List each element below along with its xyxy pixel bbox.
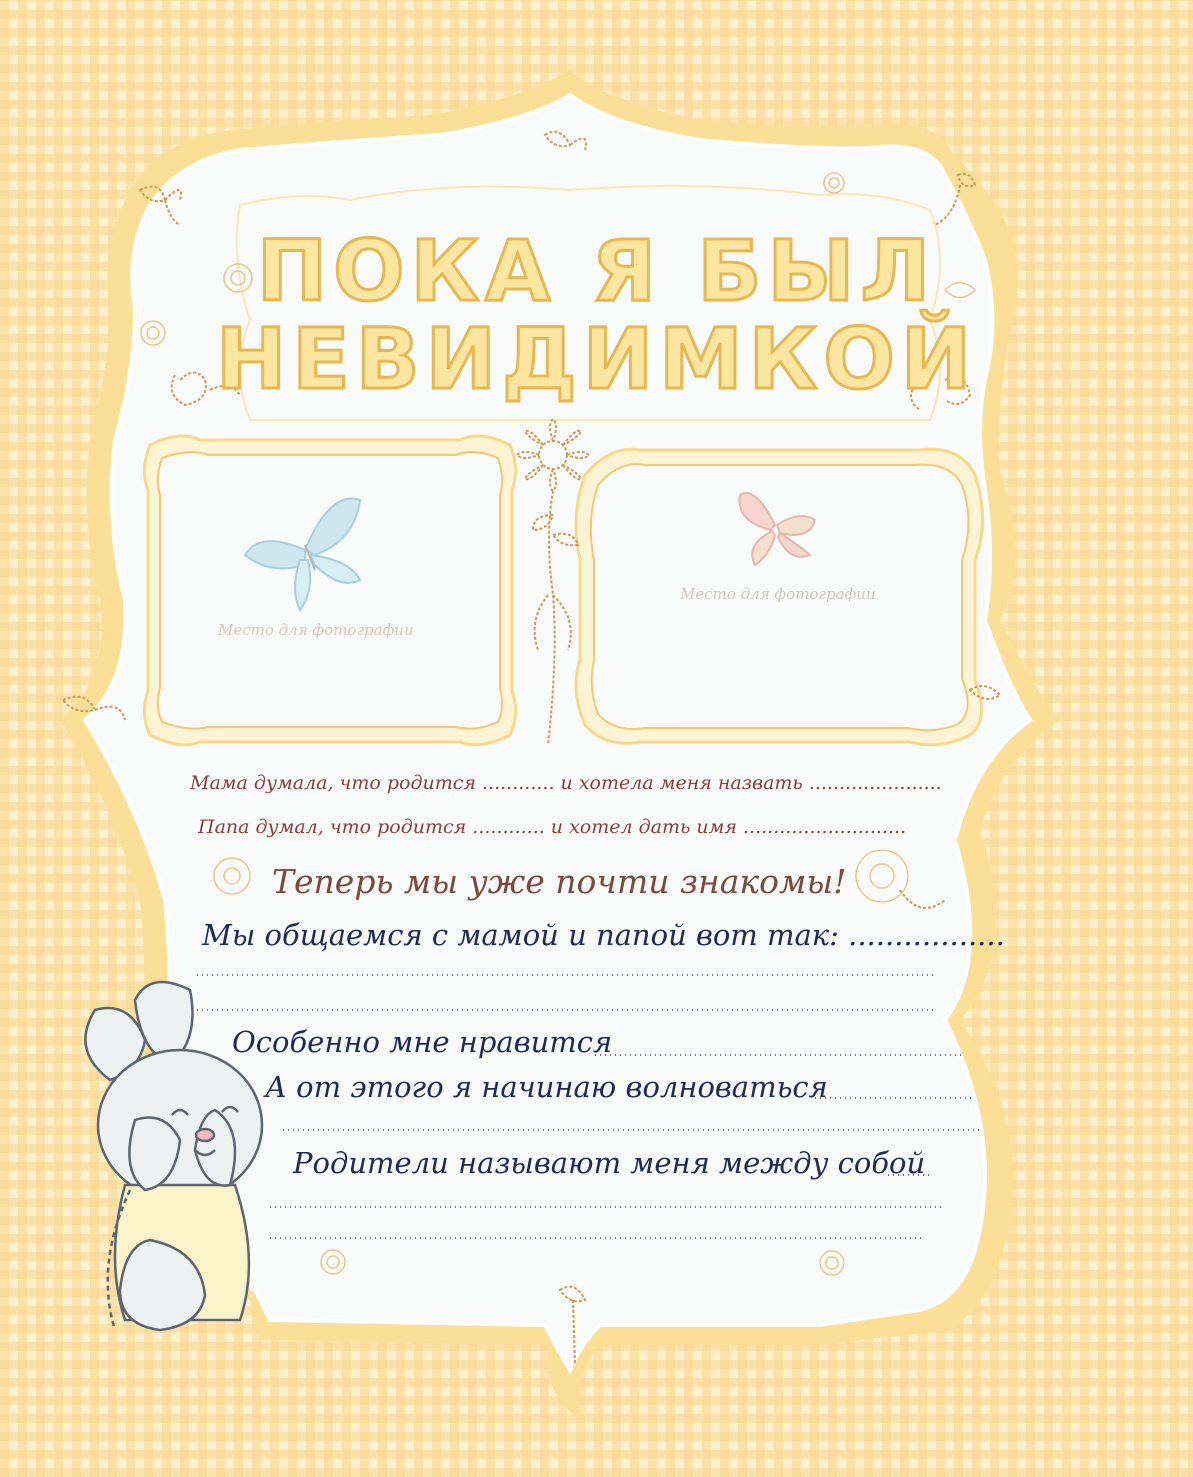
headline-almost-acquainted: Теперь мы уже почти знакомы! bbox=[272, 862, 847, 901]
parents-call-line: Родители называют меня между собой bbox=[293, 1146, 926, 1180]
left-photo-frame-inner bbox=[158, 452, 502, 729]
like-line: Особенно мне нравится bbox=[232, 1025, 613, 1059]
communicate-line: Мы общаемся с мамой и папой вот так: ................. bbox=[202, 918, 1005, 952]
page-title-line-1: ПОКА Я БЫЛ bbox=[256, 222, 937, 320]
mom-thought-line: Мама думала, что родится ............ и хотела меня назвать ...................... bbox=[190, 772, 942, 794]
right-photo-placeholder[interactable]: Место для фотографии bbox=[680, 585, 876, 603]
left-photo-placeholder[interactable]: Место для фотографии bbox=[218, 621, 414, 639]
page-title-line-2: НЕВИДИМКОЙ bbox=[215, 310, 978, 408]
worry-line: А от этого я начинаю волноваться bbox=[265, 1070, 828, 1104]
dad-thought-line: Папа думал, что родится ............ и хотел дать имя ........................... bbox=[198, 816, 907, 838]
